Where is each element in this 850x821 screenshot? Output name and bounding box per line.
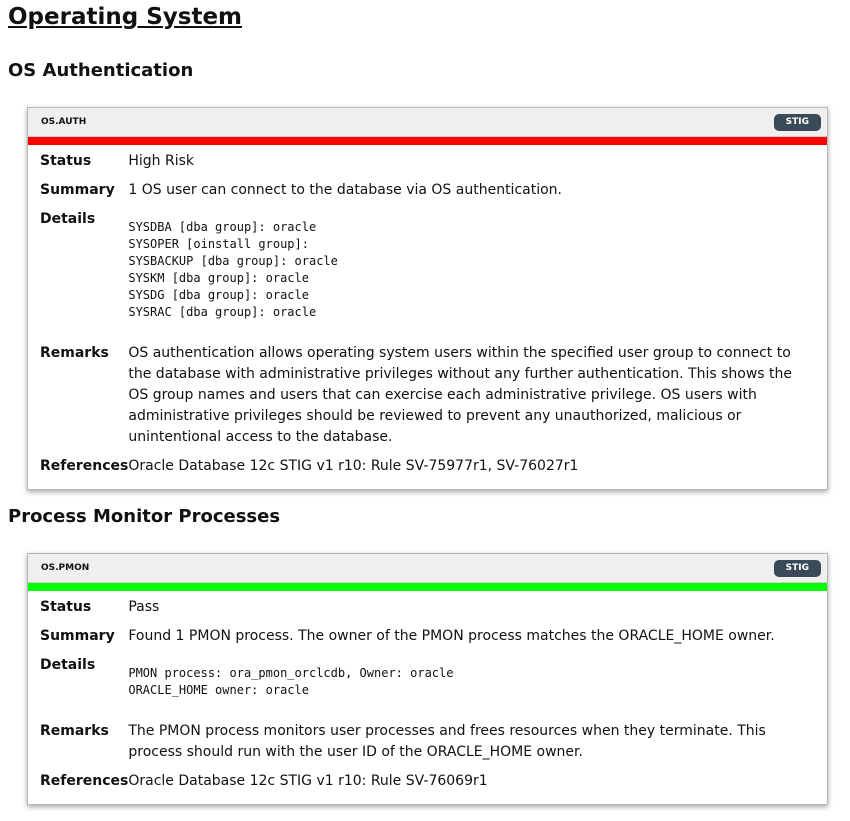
finding-card-os-pmon (27, 553, 828, 805)
card-body (28, 145, 827, 489)
status-value: Pass (128, 599, 160, 615)
remarks-label: Remarks (40, 345, 109, 361)
status-label: Status (40, 599, 92, 615)
summary-value: 1 OS user can connect to the database via OS authentication. (128, 182, 562, 198)
finding-id: OS.PMON (41, 563, 90, 573)
stig-badge: STIG (774, 560, 821, 577)
status-color-bar (28, 583, 827, 591)
section-title-process-monitor: Process Monitor Processes (8, 506, 281, 527)
remarks-value: The PMON process monitors user processes and frees resources when they terminate. This process should run with the user ID of the ORACLE_HOME owner. (128, 723, 766, 760)
remarks-label: Remarks (40, 723, 109, 739)
stig-badge: STIG (774, 114, 821, 131)
references-value: Oracle Database 12c STIG v1 r10: Rule SV-76069r1 (128, 773, 488, 789)
card-header (28, 108, 827, 137)
details-label: Details (40, 657, 96, 673)
status-color-bar (28, 137, 827, 145)
remarks-value: OS authentication allows operating system users within the specified user group to connect to the database with administrative privileges without any further authentication. This shows the OS group names and users that can exercise each administrative privilege. OS users with administrative privileges should be reviewed to prevent any unauthorized, malicious or unintentional access to the database. (128, 345, 792, 445)
section-title-os-authentication: OS Authentication (8, 60, 194, 81)
details-value: PMON process: ora_pmon_orclcdb, Owner: oracle ORACLE_HOME owner: oracle (128, 666, 454, 697)
page-title: Operating System (8, 4, 243, 30)
card-header (28, 554, 827, 583)
summary-label: Summary (40, 182, 115, 198)
card-body (28, 591, 827, 804)
references-value: Oracle Database 12c STIG v1 r10: Rule SV-75977r1, SV-76027r1 (128, 458, 579, 474)
finding-card-os-auth (27, 107, 828, 490)
summary-value: Found 1 PMON process. The owner of the PMON process matches the ORACLE_HOME owner. (128, 628, 775, 644)
references-label: References (40, 458, 129, 474)
status-value: High Risk (128, 153, 195, 169)
details-label: Details (40, 211, 96, 227)
status-label: Status (40, 153, 92, 169)
details-value: SYSDBA [dba group]: oracle SYSOPER [oinstall group]: SYSBACKUP [dba group]: oracle SYSKM [dba group]: oracle SYSDG [dba group]: oracle SYSRAC [dba group]: oracle (128, 220, 338, 319)
summary-label: Summary (40, 628, 115, 644)
finding-id: OS.AUTH (41, 117, 87, 127)
references-label: References (40, 773, 129, 789)
